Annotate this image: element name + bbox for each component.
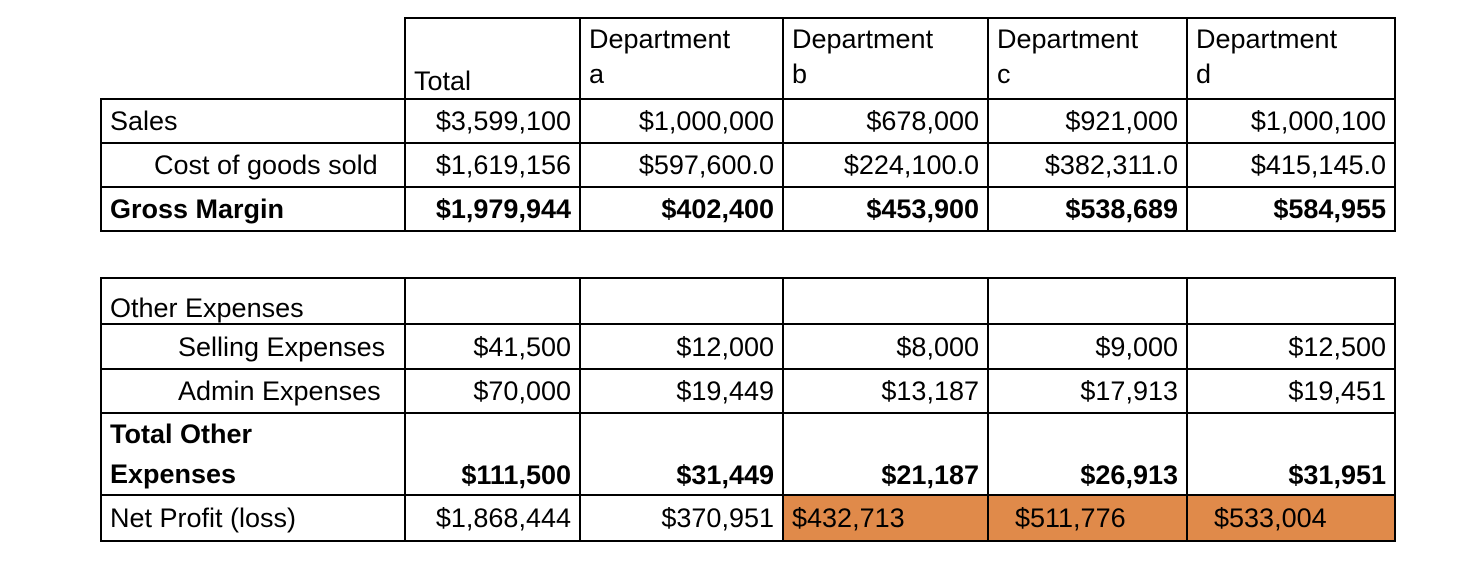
- expenses-table: [100, 277, 1396, 542]
- cell-total: $70,000: [405, 369, 580, 413]
- header-total: Total: [405, 18, 580, 99]
- cell-dept-b: $453,900: [783, 187, 988, 231]
- cell-dept-c: $382,311.0: [988, 143, 1187, 187]
- cogs-row: [101, 143, 1395, 187]
- cell-dept-d: $31,951: [1187, 413, 1395, 495]
- cell-dept-d-highlighted: $533,004: [1187, 495, 1395, 541]
- cell-dept-d: $584,955: [1187, 187, 1395, 231]
- empty-cell: [1187, 278, 1395, 324]
- cell-dept-a: $19,449: [580, 369, 783, 413]
- cell-total: $1,619,156: [405, 143, 580, 187]
- cell-dept-c: $921,000: [988, 99, 1187, 143]
- cell-dept-a: $370,951: [580, 495, 783, 541]
- cell-dept-d: $12,500: [1187, 324, 1395, 369]
- cell-total: $3,599,100: [405, 99, 580, 143]
- row-label: Cost of goods sold: [101, 143, 405, 187]
- cell-dept-d: $1,000,100: [1187, 99, 1395, 143]
- cell-total: $111,500: [405, 413, 580, 495]
- cell-dept-b: $678,000: [783, 99, 988, 143]
- cell-dept-b: $13,187: [783, 369, 988, 413]
- empty-cell: [783, 278, 988, 324]
- cell-dept-a: $597,600.0: [580, 143, 783, 187]
- total-other-expenses-row: [101, 413, 1395, 495]
- empty-cell: [580, 278, 783, 324]
- cell-dept-b: $21,187: [783, 413, 988, 495]
- row-label: Gross Margin: [101, 187, 405, 231]
- empty-cell: [405, 278, 580, 324]
- cell-dept-c: $26,913: [988, 413, 1187, 495]
- empty-cell: [988, 278, 1187, 324]
- other-expenses-row: [101, 278, 1395, 324]
- net-profit-row: [101, 495, 1395, 541]
- gross-margin-row: [101, 187, 1395, 231]
- section-label: Other Expenses: [101, 278, 405, 324]
- cell-dept-a: $1,000,000: [580, 99, 783, 143]
- cell-dept-d: $19,451: [1187, 369, 1395, 413]
- cell-dept-a: $12,000: [580, 324, 783, 369]
- cell-dept-d: $415,145.0: [1187, 143, 1395, 187]
- row-label: Net Profit (loss): [101, 495, 405, 541]
- admin-expenses-row: [101, 369, 1395, 413]
- header-dept-c: Department c: [988, 18, 1187, 99]
- cell-dept-c: $538,689: [988, 187, 1187, 231]
- cell-dept-c-highlighted: $511,776: [988, 495, 1187, 541]
- cell-dept-a: $31,449: [580, 413, 783, 495]
- sales-row: [101, 99, 1395, 143]
- header-empty-cell: [101, 18, 405, 99]
- row-label: Sales: [101, 99, 405, 143]
- row-label: Admin Expenses: [101, 369, 405, 413]
- header-dept-a: Department a: [580, 18, 783, 99]
- header-dept-b: Department b: [783, 18, 988, 99]
- cell-dept-a: $402,400: [580, 187, 783, 231]
- cell-total: $1,868,444: [405, 495, 580, 541]
- selling-expenses-row: [101, 324, 1395, 369]
- cell-total: $41,500: [405, 324, 580, 369]
- cell-dept-b: $224,100.0: [783, 143, 988, 187]
- row-label: Selling Expenses: [101, 324, 405, 369]
- cell-dept-b-highlighted: $432,713: [783, 495, 988, 541]
- cell-dept-c: $9,000: [988, 324, 1187, 369]
- cell-dept-c: $17,913: [988, 369, 1187, 413]
- header-row: [101, 18, 1395, 99]
- income-table: [100, 17, 1396, 232]
- cell-dept-b: $8,000: [783, 324, 988, 369]
- header-dept-d: Department d: [1187, 18, 1395, 99]
- cell-total: $1,979,944: [405, 187, 580, 231]
- row-label: Total Other Expenses: [101, 413, 405, 495]
